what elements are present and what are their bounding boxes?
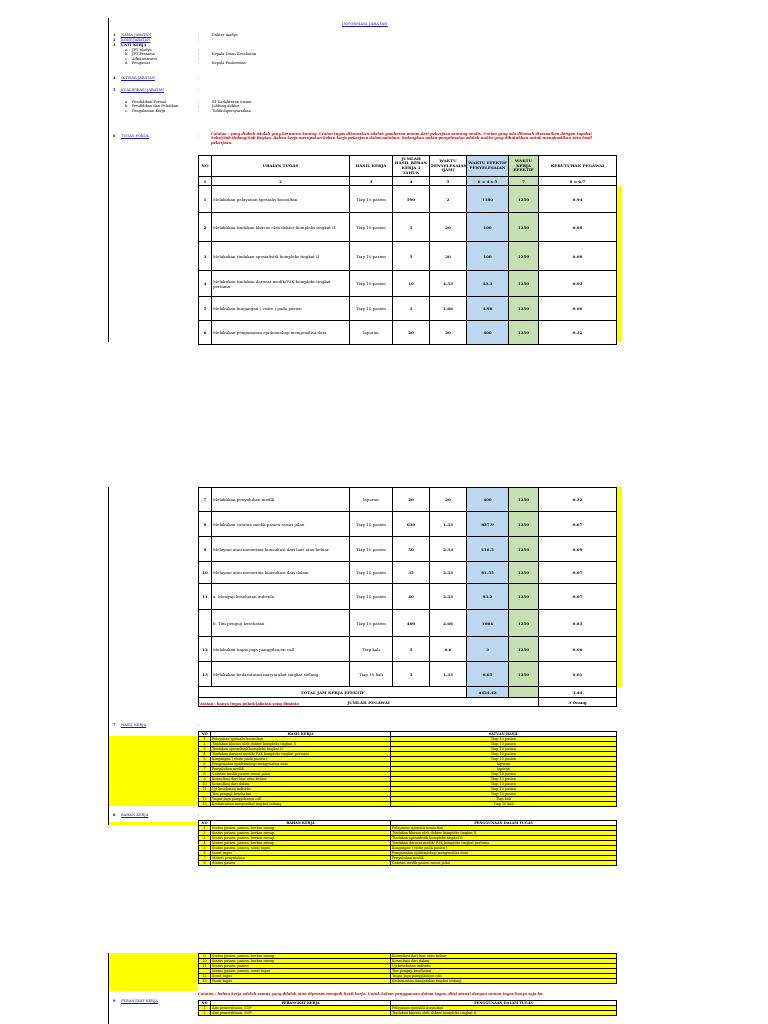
bahan-note: Catatan : bahan kerja adalah semua yang dilolah atau diproses menjadi hasil kerja. Untuk kolom penggunaan dalam tugas, diisi sesuai dengan uraian tugas hanya saja bu <box>198 992 543 996</box>
table-row: 1 Melakukan pelayanan spesialis konsultan Tiap 10 pasien 590 2 1180 1250 0.94 <box>199 186 617 213</box>
list-item: 13 Surat tugas Kedaruratan masyarakat tingkat sedang <box>199 979 617 984</box>
list-item: 5 Kunjungan ( visite pada pasien ) Tiap 10 pasien <box>199 757 617 762</box>
total-row: TOTAL JAM KERJA EFEKTIF 4424.42 3.44 <box>199 687 617 698</box>
unit-kerja-list: a. JPT Madya : b. JPT Pratama : Kepala Dinas Kesehatan c. Administrator : d. Pengawas : Kepala Puskesmas <box>125 48 257 66</box>
table-row: b. Tim penguji kesehatan Tiap 10 pasien 400 2.66 1064 1250 0.85 <box>199 610 617 637</box>
index-cell: 2 <box>212 177 350 186</box>
bahan-yellow-left <box>109 822 198 825</box>
list-item: 12 Surat tugas Tugas jaga panggilan/on call <box>199 974 617 979</box>
col-header-hasil: HASIL KERJA <box>350 156 393 177</box>
table-row: 6 Melakukan pengamatan epidemiologi mengenalisa data laporan 20 20 400 1250 0.32 <box>199 321 617 345</box>
table-row: 7 Melakukan penyuluhan medik laporan 20 20 400 1250 0.32 <box>199 488 617 512</box>
list-item: 11 Uji kesehatan individu Tiap 10 pasien <box>199 787 617 792</box>
field-tugas-pokok: 6 TUGAS POKOK : <box>113 134 200 138</box>
hasil-kerja-table: NO HASIL KERJA SATUAN HASIL 1 Pelayanan spesialis konsultan Tiap 10 pasien 2 Tindakan khusus oleh dokter kompleks tingkat II Tiap 10 pasien 3 Tindakan spesialistik kompleks tingkat II Tiap 10 pasien 4 Tindakan darurat medik/ P3K kompleks tingkat pertama Tiap 10 pasien 5 Kunjungan ( visite pada pasien ) Tiap 10 pasien 6 Pengamatan epidemiologi mengenalisa data laporan 7 Penyuluhan medik laporan 8 Catatan medik pasien rawat jalan Tiap 10 pasien 9 Konsultasi dari luar atau keluar Tiap 10 pasien 10 Konsultasi dari dalam Tiap 10 pasien 11 Uji kesehatan individu Tiap 10 pasien Tim penguji kesehatan Tiap 10 pasien 12 Tugas jaga panggilan/on call Tiap kali 13 Kedaruratan masyarakat tingkat sedang Tiap 10 kali <box>198 731 617 807</box>
list-item: 12 Tugas jaga panggilan/on call Tiap kali <box>199 797 617 802</box>
list-item: 3 Tindakan spesialistik kompleks tingkat II Tiap 10 pasien <box>199 747 617 752</box>
list-item: 10 Status pasien, pasien, berkas rawap Konsultasi dari dalam <box>199 959 617 964</box>
perangkat-kerja-table: NO PERANGKAT KERJA PENGGUNAAN DALAM TUGAS 1 Alat pemeriksaan, SOP Pelayanan spesialis konsultan 2 Alat pemeriksaan, SOP Tindakan khusus oleh dokter kompleks tingkat II <box>198 1000 617 1016</box>
list-item: 9 Status pasien, pasien, berkas rawap Konsultasi dari luar atau keluar <box>199 954 617 959</box>
list-item: 1 Pelayanan spesialis konsultan Tiap 10 pasien <box>199 737 617 742</box>
table-row: 11 a. Menguji kesehatan individu Tiap 10 pasien 40 2.33 93.2 1250 0.07 <box>199 584 617 610</box>
field-unit-kerja: 3 UNIT KERJA <box>113 43 147 47</box>
list-item: 2 Tindakan khusus oleh dokter kompleks tingkat II Tiap 10 pasien <box>199 742 617 747</box>
table-row: 2 Melakukan tindakan khusus oleh dokter kompleks tingkat II Tiap 10 pasien 5 20 100 1250 0.08 <box>199 213 617 242</box>
table-row: 8 Melakukan catatan medik pasien rawat jalan Tiap 10 pasien 630 1.33 837.9 1250 0.67 <box>199 512 617 537</box>
hasil-yellow-left <box>109 736 198 806</box>
field-kualifikasi-jabatan: 5 KUALIFIKASI JABATAN : <box>113 88 200 92</box>
tugas-pokok-footnote: catatan : hanya tugas pokok jabatan yang diminta <box>198 702 299 706</box>
index-cell: 5 <box>430 177 467 186</box>
tugas-pokok-table-p2 <box>198 487 617 707</box>
col-header-kerja: WAKTU KERJA EFEKTIF <box>509 156 539 177</box>
table-row: 12 Melakukan tugas jaga panggilan/on call Tiap kali 5 0.6 3 1250 0.00 <box>199 637 617 662</box>
col-header-efektif: WAKTU EFEKTIF PENYELESAIAN <box>467 156 509 177</box>
col-header-jumlah: JUMLAH HASIL BEBAN KERJA 1 TAHUN <box>393 156 430 177</box>
field-iktisar-jabatan: 4 IKTISAR JABATAN : <box>113 76 200 80</box>
table-row: 13 Melakukan kedaruratan masyarakat tingkat sedang Tiap 10 kali 5 1.33 6.65 1250 0.01 <box>199 662 617 687</box>
col-header-no: NO <box>199 156 212 177</box>
list-item: 8 Status pasien Catatan medik pasien rawat jalan <box>199 861 617 866</box>
page-title: INFORMASI JABATAN <box>342 21 388 26</box>
field-bahan-kerja: 8 BAHAN KERJA : <box>113 813 200 817</box>
list-item: 4 Tindakan darurat medik/ P3K kompleks tingkat pertama Tiap 10 pasien <box>199 752 617 757</box>
table-row: 3 Melakukan tindakan spesialistik kompleks tingkat II Tiap 10 pasien 5 20 100 1250 0.08 <box>199 242 617 271</box>
jumlah-pegawai-row: JUMLAH PEGAWAI 3 Orang <box>199 698 617 707</box>
kualifikasi-list: a. Pendidikan Formal : S1 Kedokteran umum b. Pendidikan dan Pelatihan : Jabfung dokter c. Pengalaman Kerja : Tidak dipersyaratkan <box>125 100 252 113</box>
list-item: 4 Status pasien, pasien, berkas rawap Tindakan darurat medik/ P3K kompleks tingkat pertama <box>199 841 617 846</box>
col-header-uraian: URAIAN TUGAS <box>212 156 350 177</box>
field-kode-jabatan: 2 KODE JABATAN : - <box>113 38 214 42</box>
list-item: 7 Penyuluhan medik laporan <box>199 767 617 772</box>
bahan-kerja-table: NO BAHAN KERJA PENGGUNAAN DALAM TUGAS 1 Status pasien, pasien, berkas rawap Pelayanan spesialis konsultan 2 Status pasien, pasien, berkas rawap Tindakan khusus oleh dokter kompleks tingkat II 3 Status pasien, pasien, berkas rawap Tindakan spesialistik kompleks tingkat II 4 Status pasien, pasien, berkas rawap Tindakan darurat medik/ P3K kompleks tingkat pertama 5 Status pasien, pasien, surat tugas Kunjungan ( visite pada pasien ) 6 Surat tugas Pengamatan epidemiologi mengenalisa data 7 Materi penyuluhan Penyuluhan medik 8 Status pasien Catatan medik pasien rawat jalan <box>198 820 617 866</box>
list-item: 8 Catatan medik pasien rawat jalan Tiap 10 pasien <box>199 772 617 777</box>
index-cell: 3 <box>350 177 393 186</box>
list-item: 6 Surat tugas Pengamatan epidemiologi mengenalisa data <box>199 851 617 856</box>
index-cell: 1 <box>199 177 212 186</box>
list-item: 6 Pengamatan epidemiologi mengenalisa data laporan <box>199 762 617 767</box>
list-item: 13 Kedaruratan masyarakat tingkat sedang Tiap 10 kali <box>199 802 617 807</box>
index-cell: 8 = 6/7 <box>539 177 617 186</box>
list-item: 5 Status pasien, pasien, surat tugas Kunjungan ( visite pada pasien ) <box>199 846 617 851</box>
list-item: Status pasien, pasien, surat tugas Tim penguji kesehatan <box>199 969 617 974</box>
tugas-pokok-table-p1 <box>198 155 617 345</box>
bahan-kerja-table-cont <box>198 953 617 984</box>
col-header-waktu: WAKTU PENYELESAIAN (JAM) <box>430 156 467 177</box>
list-item: 2 Status pasien, pasien, berkas rawap Tindakan khusus oleh dokter kompleks tingkat II <box>199 831 617 836</box>
page1-left-border <box>108 18 109 342</box>
list-item: 10 Konsultasi dari dalam Tiap 10 pasien <box>199 782 617 787</box>
list-item: 2 Alat pemeriksaan, SOP Tindakan khusus oleh dokter kompleks tingkat II <box>199 1011 617 1016</box>
field-nama-jabatan: 1 NAMA JABATAN : Dokter madya <box>113 33 238 37</box>
list-item: 9 Konsultasi dari luar atau keluar Tiap 10 pasien <box>199 777 617 782</box>
col-header-kebutuhan: KEBUTUHAN PEGAWAI <box>539 156 617 177</box>
index-cell: 4 <box>393 177 430 186</box>
index-cell: 6 = 4 x 5 <box>467 177 509 186</box>
table-row: 10 Melayani atau menerima konsultasi dari dalam Tiap 10 pasien 35 2.33 81.55 1250 0.07 <box>199 562 617 584</box>
table-row: 4 Melakukan tindakan darurat medik/P3K kompleks tingkat pertama Tiap 10 pasien 10 4.33 43.3 1250 0.03 <box>199 271 617 297</box>
list-item: 7 Materi penyuluhan Penyuluhan medik <box>199 856 617 861</box>
table-row: 9 Melayani atau menerima konsultasi dari luar atau keluar Tiap 10 pasien 50 2.33 116.5 1250 0.09 <box>199 537 617 562</box>
index-cell: 7 <box>509 177 539 186</box>
field-perangkat-kerja: 9 PERANGKAT KERJA <box>113 999 158 1003</box>
list-item: 1 Alat pemeriksaan, SOP Pelayanan spesialis konsultan <box>199 1006 617 1011</box>
list-item: 1 Status pasien, pasien, berkas rawap Pelayanan spesialis konsultan <box>199 826 617 831</box>
table-row: 5 Melakukan kunjungan ( visite ) pada pasien Tiap 10 pasien 3 1.66 4.98 1250 0.00 <box>199 297 617 321</box>
tugas-pokok-note: Catatan : yang diubah adalah yang berwarna kuning. Uraian tugas diharuskan adalah gambaran umum dari pekerjaan seorang analis. Uraian yang ada dibawah disesuaikan dengan tupoksi Seksi/Sub Bidang/Sub Bagian. Beban kerja merupakan beban kerja pekerjaan dalam setahun. Sedangkan waktu penyelesaian adalah waktu yang dibutuhkan untuk menghasilkan satu hasil pekerjaan. <box>211 132 592 145</box>
list-item: Tim penguji kesehatan Tiap 10 pasien <box>199 792 617 797</box>
bahan2-yellow-left <box>109 953 198 991</box>
list-item: 11 Status pasien, pasien Uji kesehatan individu <box>199 964 617 969</box>
field-hasil-kerja: 7 HASIL KERJA : <box>113 723 200 727</box>
list-item: 3 Status pasien, pasien, berkas rawap Tindakan spesialistik kompleks tingkat II <box>199 836 617 841</box>
